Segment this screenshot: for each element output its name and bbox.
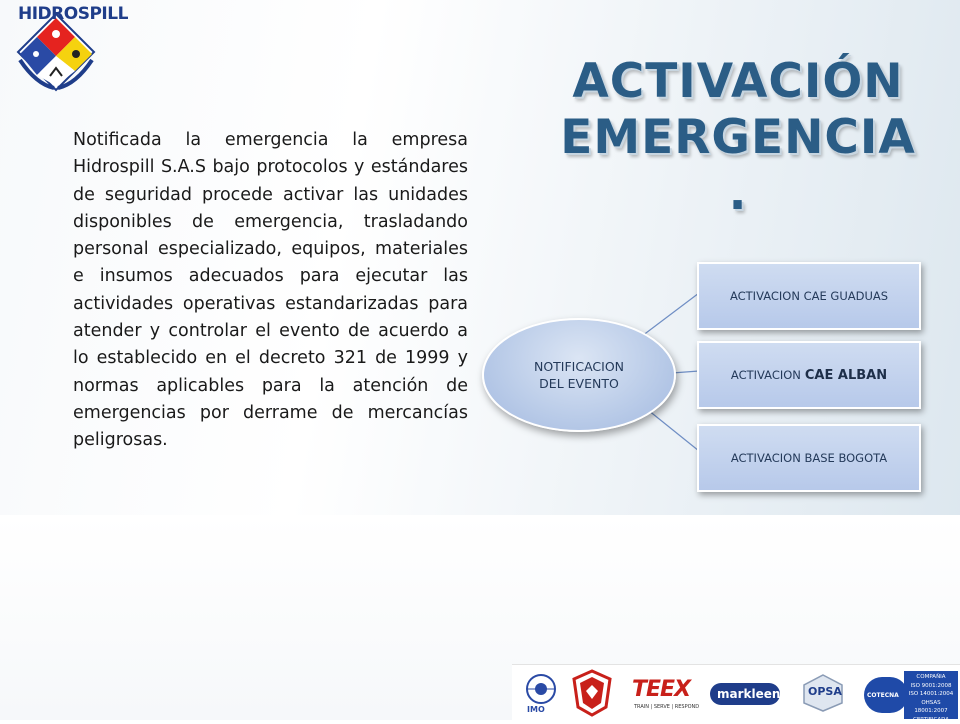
connector-2 — [672, 371, 699, 373]
title-line-1: ACTIVACIÓN — [548, 54, 928, 110]
opsa-label: OPSA — [808, 685, 842, 698]
connector-3 — [648, 410, 699, 451]
node-notificacion-line2: DEL EVENTO — [519, 375, 639, 392]
node-cae-alban-strong: CAE ALBAN — [805, 368, 887, 383]
node-notificacion — [482, 318, 676, 432]
certifications-strip — [512, 664, 960, 721]
cert-line-2: ISO 9001:2008 — [904, 682, 958, 691]
node-cae-guaduas — [697, 262, 921, 330]
teex-logo: TEEX — [632, 677, 690, 702]
markleen-logo: markleen — [717, 687, 780, 701]
cert-line-4: OHSAS 18001:2007 — [904, 699, 958, 716]
certification-box — [904, 671, 958, 719]
cert-line-1: COMPAÑIA — [904, 673, 958, 682]
cert-line-3: ISO 14001:2004 — [904, 690, 958, 699]
node-base-bogota — [697, 424, 921, 492]
shield-badge-logo — [570, 669, 614, 717]
body-paragraph: Notificada la emergencia la empresa Hidrospill S.A.S bajo protocolos y estándares de seguridad procede activar las unidades disponibles de emergencia, trasladando personal especializado, equipos, materiales e insumos adecuados para ejecutar las actividades operativas estandarizadas para atender y controlar el evento de acuerdo a lo establecido en el decreto 321 de 1999 y normas aplicables para la atención de emergencias por derrame de mercancías peligrosas. — [73, 127, 468, 455]
node-cae-guaduas-label: ACTIVACION CAE GUADUAS — [730, 289, 888, 303]
connector-1 — [642, 293, 699, 336]
node-base-bogota-label: ACTIVACION BASE BOGOTA — [731, 451, 887, 465]
brand-name: HIDROSPILL — [18, 4, 128, 24]
title-line-2: EMERGENCIA . — [548, 110, 928, 222]
cotecna-label: COTECNA — [867, 692, 899, 699]
node-cae-alban-prefix: ACTIVACION — [731, 368, 801, 382]
cert-line-5: CERTIFICADA — [904, 716, 958, 724]
node-cae-alban — [697, 341, 921, 409]
node-notificacion-line1: NOTIFICACION — [519, 358, 639, 375]
teex-tagline: TRAIN | SERVE | RESPOND — [634, 704, 699, 710]
imo-label: IMO — [527, 705, 545, 714]
